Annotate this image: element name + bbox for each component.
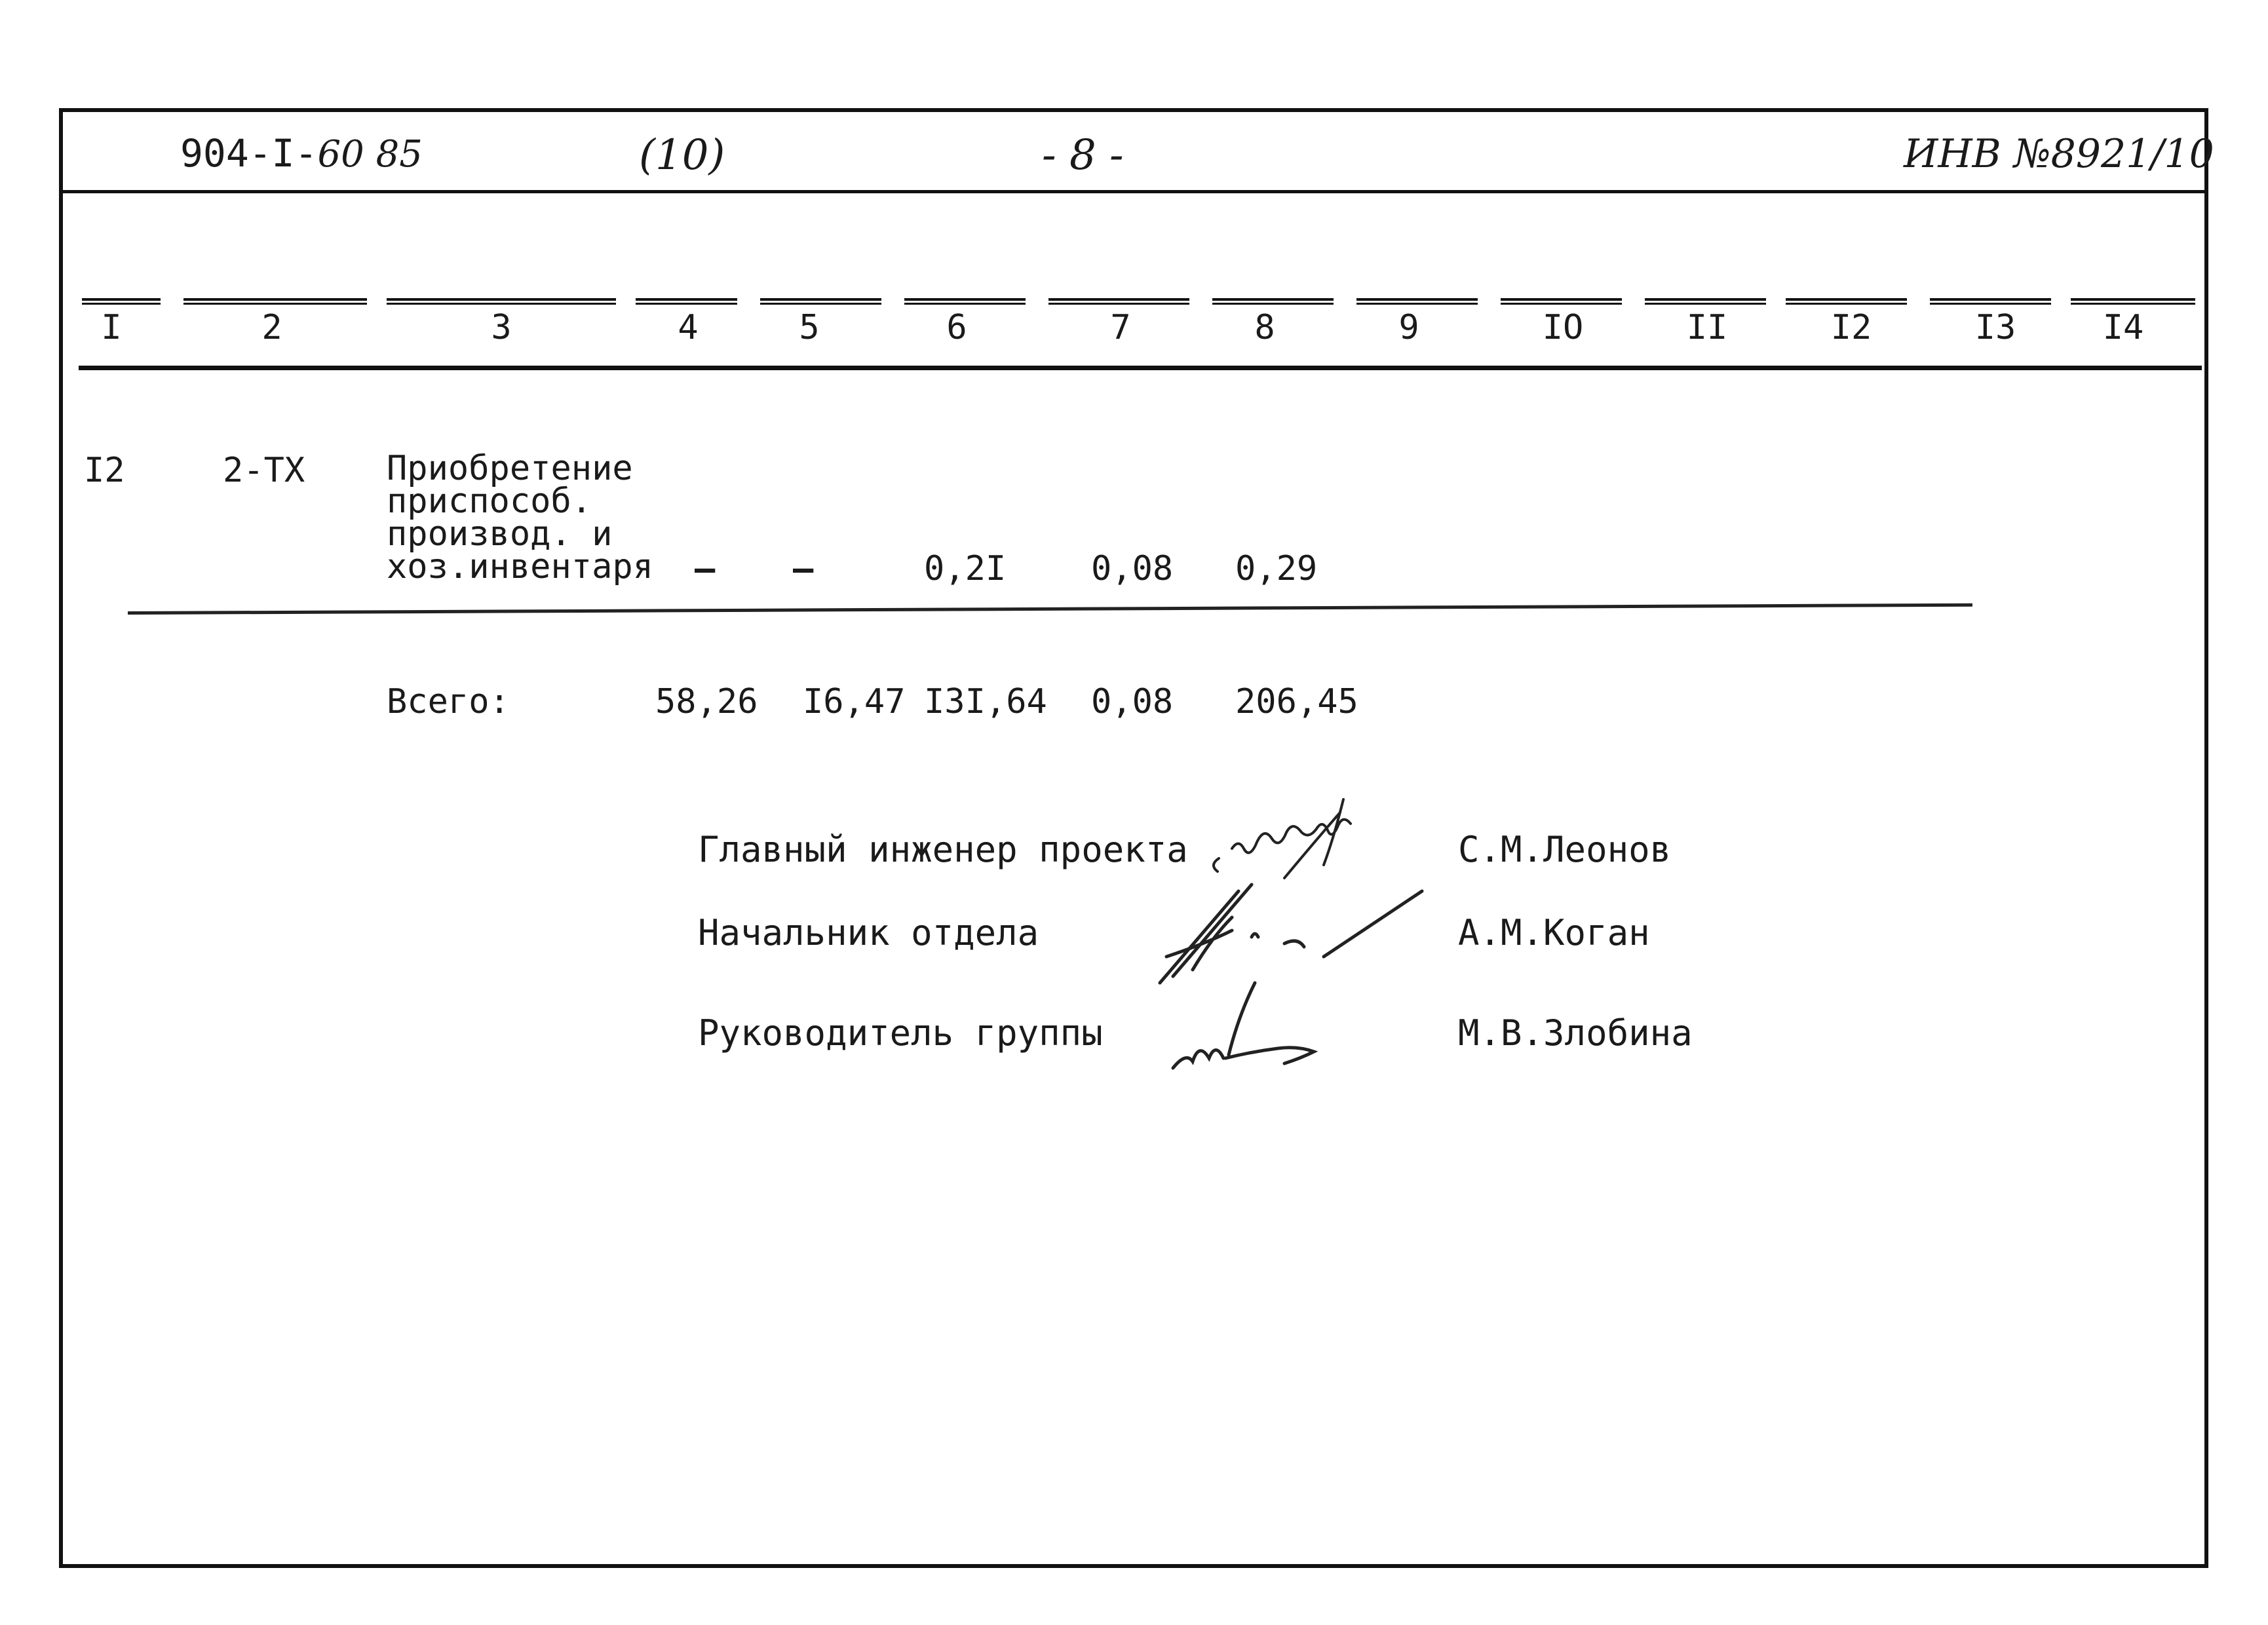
- row-name-line: хоз.инвентаря: [387, 547, 653, 586]
- row-value-col6: 0,2I: [924, 549, 1007, 588]
- row-value-col5: –: [793, 549, 814, 588]
- page-number: - 8 -: [1042, 131, 1124, 180]
- column-rule: [2071, 298, 2195, 305]
- header-divider: [59, 190, 2208, 193]
- column-rule: [387, 298, 616, 305]
- total-col4: 58,26: [655, 682, 758, 721]
- signature-role: Начальник отдела: [698, 912, 1039, 953]
- column-rule: [82, 298, 161, 305]
- signature-zlobina: [1166, 976, 1363, 1081]
- total-col7: 0,08: [1091, 682, 1174, 721]
- header-bottom-rule: [79, 366, 2202, 370]
- column-number: I4: [2102, 308, 2144, 347]
- document-code: [180, 131, 423, 176]
- column-rule: [1645, 298, 1766, 305]
- row-value-col4: –: [695, 549, 716, 588]
- document-code-handwritten: 60 85: [317, 133, 423, 176]
- row-number: I2: [84, 451, 125, 490]
- column-number: 3: [491, 308, 512, 347]
- column-number: II: [1686, 308, 1728, 347]
- column-rule: [1356, 298, 1478, 305]
- column-rule: [183, 298, 367, 305]
- column-rule: [1930, 298, 2051, 305]
- row-name-line: Приобретение: [387, 449, 633, 488]
- row-value-col7: 0,08: [1091, 549, 1174, 588]
- row-name-line: приспособ.: [387, 482, 592, 521]
- total-label: Всего:: [387, 682, 510, 721]
- total-col5: I6,47: [803, 682, 906, 721]
- signature-name: А.М.Коган: [1458, 912, 1650, 953]
- signature-role: Главный инженер проекта: [698, 829, 1188, 870]
- column-rule: [760, 298, 881, 305]
- column-rule: [1048, 298, 1189, 305]
- column-number: 6: [946, 308, 967, 347]
- column-number: I3: [1974, 308, 2016, 347]
- sheet-reference: (10): [639, 131, 725, 180]
- column-number: 9: [1398, 308, 1419, 347]
- row-name: [387, 449, 653, 586]
- column-rule: [1786, 298, 1907, 305]
- total-col8: 206,45: [1235, 682, 1358, 721]
- column-rule: [636, 298, 737, 305]
- row-name-line: производ. и: [387, 514, 613, 554]
- column-rule: [1212, 298, 1334, 305]
- inventory-number: ИНВ №8921/10: [1904, 131, 2214, 177]
- column-number: 5: [799, 308, 820, 347]
- document-code-printed: 904-I-: [180, 131, 318, 176]
- column-number: 4: [678, 308, 699, 347]
- signature-name: С.М.Леонов: [1458, 829, 1672, 870]
- column-rule: [904, 298, 1026, 305]
- column-number: 7: [1110, 308, 1131, 347]
- column-number: 2: [261, 308, 282, 347]
- column-number: IO: [1542, 308, 1584, 347]
- signature-name: М.В.Злобина: [1458, 1012, 1693, 1054]
- row-value-col8: 0,29: [1235, 549, 1318, 588]
- column-number: 8: [1254, 308, 1275, 347]
- signature-role: Руководитель группы: [698, 1012, 1103, 1054]
- total-col6: I3I,64: [924, 682, 1047, 721]
- column-number: I2: [1830, 308, 1872, 347]
- row-code: 2-ТХ: [223, 451, 305, 490]
- column-number: I: [101, 308, 122, 347]
- column-rule: [1501, 298, 1622, 305]
